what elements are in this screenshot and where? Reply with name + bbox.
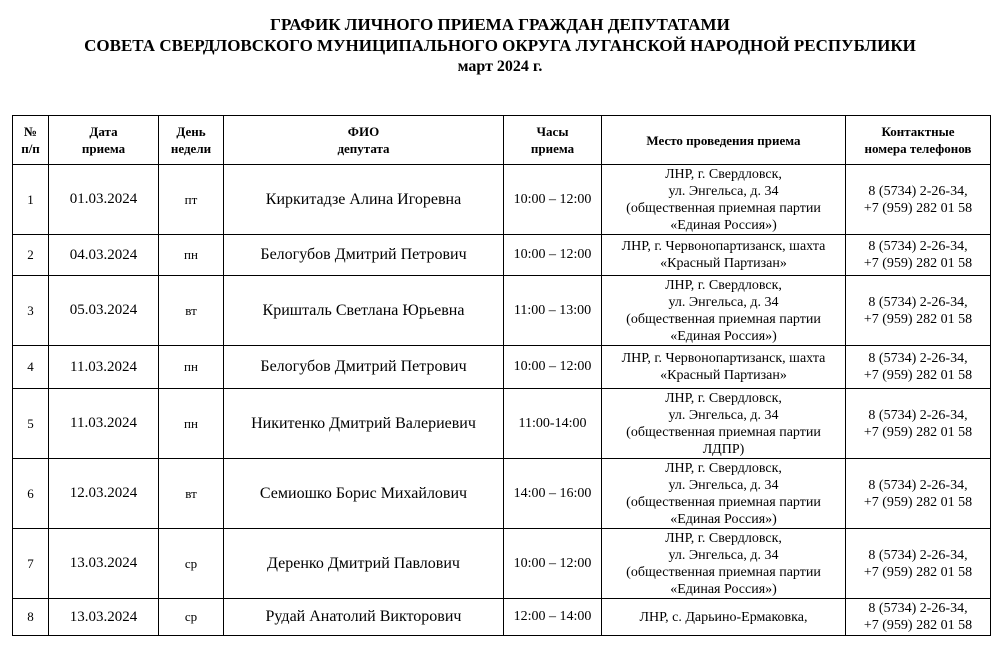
reception-hours: 11:00-14:00: [504, 389, 602, 459]
table-row: [13, 165, 991, 235]
row-number: 2: [13, 235, 49, 276]
col-header-date: Дата приема: [49, 116, 159, 165]
deputy-name: Семиошко Борис Михайлович: [224, 459, 504, 529]
contact-phones: 8 (5734) 2-26-34, +7 (959) 282 01 58: [846, 529, 991, 599]
col-header-place: Место проведения приема: [602, 116, 846, 165]
contact-phones: 8 (5734) 2-26-34, +7 (959) 282 01 58: [846, 346, 991, 389]
document-title-line-1: ГРАФИК ЛИЧНОГО ПРИЕМА ГРАЖДАН ДЕПУТАТАМИ: [270, 15, 730, 34]
col-header-hours: Часы приема: [504, 116, 602, 165]
weekday: вт: [159, 459, 224, 529]
table-row: [13, 235, 991, 276]
row-number: 1: [13, 165, 49, 235]
contact-phones: 8 (5734) 2-26-34, +7 (959) 282 01 58: [846, 389, 991, 459]
table-row: [13, 529, 991, 599]
weekday: пн: [159, 235, 224, 276]
row-number: 6: [13, 459, 49, 529]
schedule-table: [12, 115, 991, 636]
deputy-name: Киркитадзе Алина Игоревна: [224, 165, 504, 235]
weekday: ср: [159, 599, 224, 636]
reception-place: ЛНР, г. Свердловск, ул. Энгельса, д. 34 (общественная приемная партии «Единая Россия»): [602, 529, 846, 599]
table-row: [13, 276, 991, 346]
col-header-num: № п/п: [13, 116, 49, 165]
weekday: пн: [159, 389, 224, 459]
weekday: ср: [159, 529, 224, 599]
reception-place: ЛНР, с. Дарьино-Ермаковка,: [602, 599, 846, 636]
deputy-name: Белогубов Дмитрий Петрович: [224, 346, 504, 389]
reception-hours: 10:00 – 12:00: [504, 529, 602, 599]
reception-place: ЛНР, г. Свердловск, ул. Энгельса, д. 34 (общественная приемная партии ЛДПР): [602, 389, 846, 459]
weekday: вт: [159, 276, 224, 346]
contact-phones: 8 (5734) 2-26-34, +7 (959) 282 01 58: [846, 459, 991, 529]
reception-date: 13.03.2024: [49, 529, 159, 599]
reception-date: 05.03.2024: [49, 276, 159, 346]
document-title-line-2: СОВЕТА СВЕРДЛОВСКОГО МУНИЦИПАЛЬНОГО ОКРУГА ЛУГАНСКОЙ НАРОДНОЙ РЕСПУБЛИКИ: [84, 36, 916, 55]
reception-place: ЛНР, г. Червонопартизанск, шахта «Красный Партизан»: [602, 346, 846, 389]
reception-place: ЛНР, г. Свердловск, ул. Энгельса, д. 34 (общественная приемная партии «Единая Россия»): [602, 276, 846, 346]
deputy-name: Кришталь Светлана Юрьевна: [224, 276, 504, 346]
row-number: 7: [13, 529, 49, 599]
col-header-name: ФИО депутата: [224, 116, 504, 165]
reception-date: 04.03.2024: [49, 235, 159, 276]
reception-date: 01.03.2024: [49, 165, 159, 235]
row-number: 5: [13, 389, 49, 459]
row-number: 4: [13, 346, 49, 389]
reception-hours: 12:00 – 14:00: [504, 599, 602, 636]
contact-phones: 8 (5734) 2-26-34, +7 (959) 282 01 58: [846, 599, 991, 636]
reception-hours: 10:00 – 12:00: [504, 346, 602, 389]
table-header-row: [13, 116, 991, 165]
reception-date: 11.03.2024: [49, 389, 159, 459]
table-row: [13, 459, 991, 529]
reception-hours: 10:00 – 12:00: [504, 235, 602, 276]
deputy-name: Деренко Дмитрий Павлович: [224, 529, 504, 599]
contact-phones: 8 (5734) 2-26-34, +7 (959) 282 01 58: [846, 235, 991, 276]
deputy-name: Рудай Анатолий Викторович: [224, 599, 504, 636]
document-title-month: март 2024 г.: [457, 58, 543, 75]
contact-phones: 8 (5734) 2-26-34, +7 (959) 282 01 58: [846, 165, 991, 235]
reception-date: 12.03.2024: [49, 459, 159, 529]
reception-date: 13.03.2024: [49, 599, 159, 636]
weekday: пт: [159, 165, 224, 235]
reception-hours: 14:00 – 16:00: [504, 459, 602, 529]
row-number: 8: [13, 599, 49, 636]
table-row: [13, 389, 991, 459]
deputy-name: Никитенко Дмитрий Валериевич: [224, 389, 504, 459]
deputy-name: Белогубов Дмитрий Петрович: [224, 235, 504, 276]
reception-place: ЛНР, г. Червонопартизанск, шахта «Красный Партизан»: [602, 235, 846, 276]
table-row: [13, 599, 991, 636]
reception-date: 11.03.2024: [49, 346, 159, 389]
reception-hours: 11:00 – 13:00: [504, 276, 602, 346]
weekday: пн: [159, 346, 224, 389]
contact-phones: 8 (5734) 2-26-34, +7 (959) 282 01 58: [846, 276, 991, 346]
reception-place: ЛНР, г. Свердловск, ул. Энгельса, д. 34 (общественная приемная партии «Единая Россия»): [602, 165, 846, 235]
reception-place: ЛНР, г. Свердловск, ул. Энгельса, д. 34 (общественная приемная партии «Единая Россия»): [602, 459, 846, 529]
col-header-day: День недели: [159, 116, 224, 165]
col-header-phone: Контактные номера телефонов: [846, 116, 991, 165]
reception-hours: 10:00 – 12:00: [504, 165, 602, 235]
row-number: 3: [13, 276, 49, 346]
table-row: [13, 346, 991, 389]
